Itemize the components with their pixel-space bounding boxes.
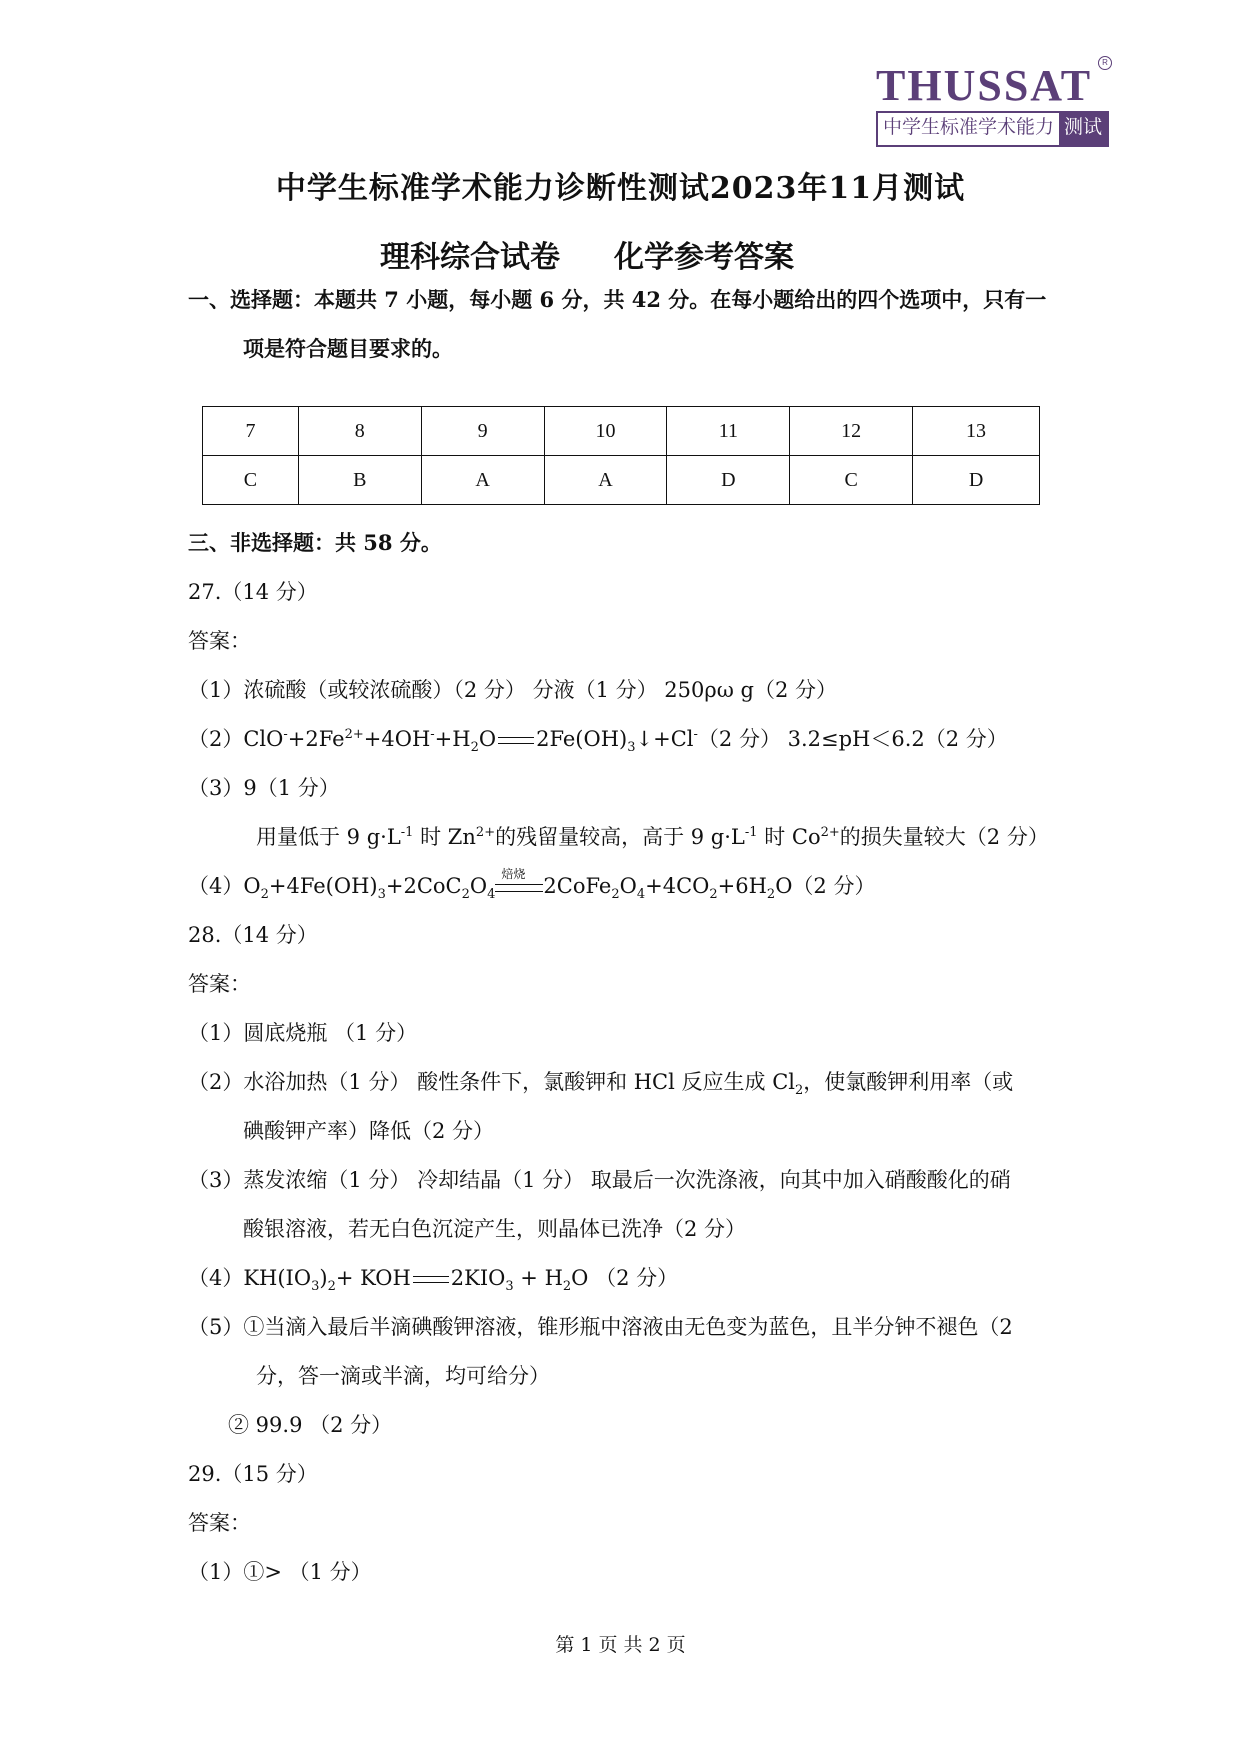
- q28-part2-cont: 碘酸钾产率）降低（2 分）: [243, 1119, 495, 1143]
- q27-part3-note: [256, 822, 1049, 852]
- text: 时 Co: [757, 825, 821, 849]
- table-cell: A: [544, 456, 667, 505]
- q27-part1: （1）浓硫酸（或较浓硫酸）（2 分） 分液（1 分） 250ρω g（2 分）: [188, 678, 837, 702]
- subscript: 2: [709, 887, 718, 903]
- table-cell: A: [421, 456, 544, 505]
- superscript: 2+: [344, 727, 364, 742]
- text: +2Fe: [287, 727, 345, 751]
- subscript: 3: [377, 887, 386, 903]
- superscript: -: [430, 727, 435, 742]
- text: （4）KH(IO: [188, 1266, 312, 1290]
- subscript: 2: [327, 1279, 336, 1295]
- subscript: 2: [461, 887, 470, 903]
- superscript: -: [693, 727, 698, 742]
- table-cell: D: [667, 456, 790, 505]
- text: + H: [513, 1266, 563, 1290]
- superscript: -1: [744, 825, 758, 840]
- q28-part5-cont: 分，答一滴或半滴，均可给分）: [256, 1364, 550, 1388]
- text: 2KIO: [450, 1266, 506, 1290]
- paper-name: 理科综合试卷: [380, 240, 560, 275]
- q28-part1: （1）圆底烧瓶 （1 分）: [188, 1021, 418, 1045]
- text: （2）水浴加热（1 分） 酸性条件下，氯酸钾和 HCl 反应生成 Cl: [188, 1070, 795, 1094]
- q29-label: 答案：: [188, 1511, 251, 1535]
- logo-brand-text: THUSSAT: [876, 61, 1093, 110]
- text: 的残留量较高，高于 9 g·L: [495, 825, 745, 849]
- superscript: -: [283, 727, 288, 742]
- logo-subtitle-text: 中学生标准学术能力: [878, 113, 1059, 145]
- table-cell: 11: [667, 407, 790, 456]
- subscript: 2: [260, 887, 269, 903]
- q29-part1: （1）①> （1 分）: [188, 1560, 372, 1584]
- text: 时 Zn: [413, 825, 476, 849]
- subscript: 3: [311, 1279, 320, 1295]
- text: O（2 分）: [775, 874, 876, 898]
- equals-sign: [498, 737, 534, 744]
- table-cell: C: [203, 456, 299, 505]
- table-cell: 13: [913, 407, 1040, 456]
- q29-title: 29.（15 分）: [188, 1462, 318, 1486]
- q28-part5-2: ② 99.9 （2 分）: [228, 1413, 393, 1437]
- text: 2CoFe: [543, 874, 612, 898]
- subscript: 3: [505, 1279, 514, 1295]
- text: +2CoC: [385, 874, 462, 898]
- text: 用量低于 9 g·L: [256, 825, 401, 849]
- q28-part2: [188, 1067, 1013, 1097]
- table-cell: D: [913, 456, 1040, 505]
- q27-part2: [188, 724, 1008, 754]
- subscript: 2: [562, 1279, 572, 1295]
- condition-label: 焙烧: [501, 867, 526, 881]
- text: +4CO: [645, 874, 710, 898]
- q27-part4: [188, 867, 876, 903]
- text: O: [469, 874, 488, 898]
- thussat-logo: [876, 56, 1116, 148]
- q28-part3: （3）蒸发浓缩（1 分） 冷却结晶（1 分） 取最后一次洗涤液，向其中加入硝酸酸化的硝: [188, 1168, 1011, 1192]
- table-row-answers: [203, 456, 1040, 505]
- superscript: 2+: [820, 825, 840, 840]
- table-cell: 10: [544, 407, 667, 456]
- page-footer: 第 1 页 共 2 页: [555, 1634, 686, 1656]
- text: +4Fe(OH): [268, 874, 378, 898]
- table-cell: C: [790, 456, 913, 505]
- text: O: [619, 874, 637, 898]
- text: O （2 分）: [571, 1266, 679, 1290]
- table-cell: 8: [298, 407, 421, 456]
- document-title: 中学生标准学术能力诊断性测试2023年11月测试: [275, 171, 966, 206]
- q28-part3-cont: 酸银溶液，若无白色沉淀产生，则晶体已洗净（2 分）: [243, 1217, 747, 1241]
- text: 的损失量较大（2 分）: [839, 825, 1049, 849]
- equals-sign: [413, 1276, 449, 1283]
- subscript: 4: [636, 887, 646, 903]
- table-row-numbers: [203, 407, 1040, 456]
- subscript: 4: [487, 887, 496, 903]
- subscript: 3: [627, 740, 636, 756]
- text: ↓+Cl: [635, 727, 694, 751]
- text: O: [478, 727, 497, 751]
- table-cell: 7: [203, 407, 299, 456]
- subscript: 2: [766, 887, 776, 903]
- superscript: -1: [400, 825, 414, 840]
- section3-heading: 三、非选择题：共 58 分。: [188, 530, 442, 555]
- text: +4OH: [363, 727, 431, 751]
- q27-title: 27.（14 分）: [188, 580, 318, 604]
- section1-heading: 一、选择题：本题共 7 小题，每小题 6 分，共 42 分。在每小题给出的四个选项中，只有一: [188, 287, 1047, 312]
- logo-subtitle-bar: [876, 111, 1109, 147]
- text: +H: [434, 727, 471, 751]
- q28-label: 答案：: [188, 972, 251, 996]
- subscript: 2: [470, 740, 479, 756]
- text: （4）O: [188, 874, 261, 898]
- text: （2）ClO: [188, 727, 284, 751]
- text: （2 分） 3.2≤pH＜6.2（2 分）: [697, 727, 1008, 751]
- q28-part5: （5）①当滴入最后半滴碘酸钾溶液，锥形瓶中溶液由无色变为蓝色，且半分钟不褪色（2: [188, 1315, 1013, 1339]
- registered-mark: R: [1098, 56, 1112, 70]
- text: ): [319, 1266, 328, 1290]
- q27-label: 答案：: [188, 629, 251, 653]
- section1-heading-cont: 项是符合题目要求的。: [243, 336, 453, 361]
- reaction-condition: [495, 867, 543, 901]
- subscript: 2: [611, 887, 620, 903]
- table-cell: 12: [790, 407, 913, 456]
- q28-part4: [188, 1263, 678, 1293]
- subject-name: 化学参考答案: [614, 240, 794, 275]
- superscript: 2+: [475, 825, 496, 840]
- logo-subtitle-tag: 测试: [1059, 113, 1107, 145]
- q28-title: 28.（14 分）: [188, 923, 318, 947]
- text: ，使氯酸钾利用率（或: [803, 1070, 1014, 1094]
- text: +6H: [717, 874, 767, 898]
- text: + KOH: [335, 1266, 411, 1290]
- table-cell: B: [298, 456, 421, 505]
- table-cell: 9: [421, 407, 544, 456]
- text: 2Fe(OH): [536, 727, 628, 751]
- q27-part3: （3）9（1 分）: [188, 776, 340, 800]
- answer-table: [202, 406, 1040, 505]
- subscript: 2: [794, 1083, 804, 1099]
